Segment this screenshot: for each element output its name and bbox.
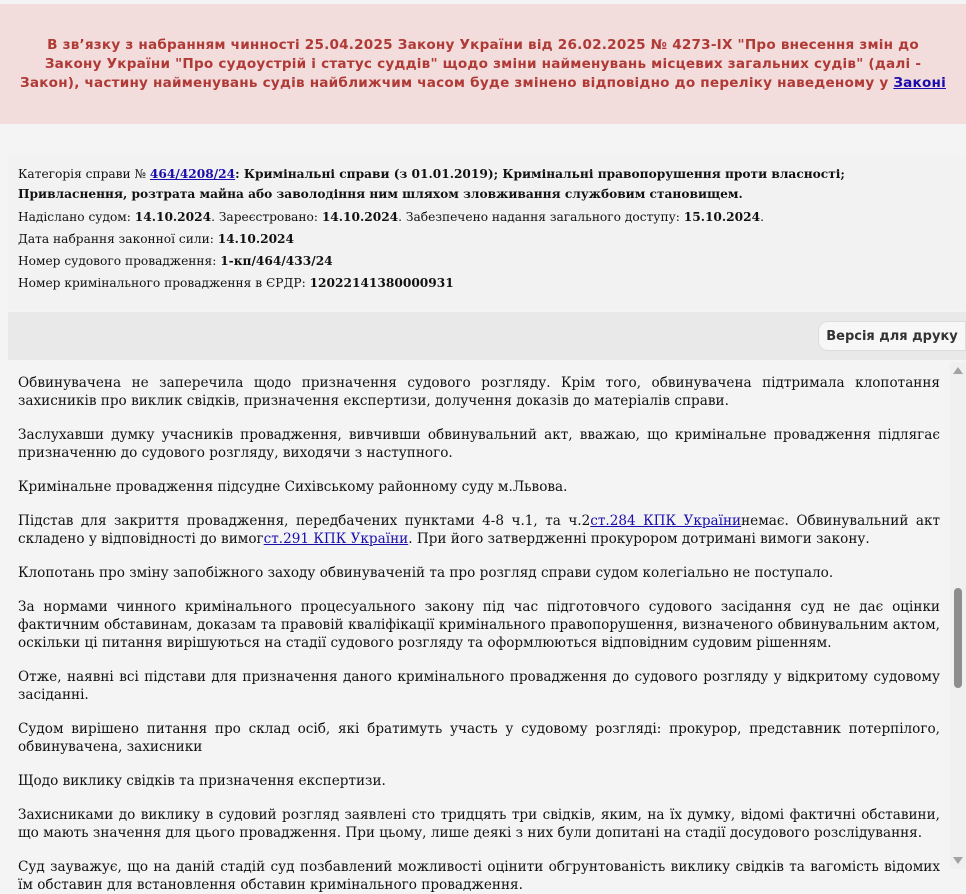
article-284-link[interactable]: ст.284 КПК України	[590, 513, 742, 529]
notice-text: В зв’язку з набранням чинності 25.04.2025 Закону України від 26.02.2025 № 4273-IX "Про внесення змін до Закону України "Про судоустрій і статус суддів" щодо зміни найменувань місцевих загальних судів" (далі - Закон), частину найменувань судів найближчим часом буде змінено відповідно до переліку наведеному у Законі	[20, 36, 946, 91]
registered-date: 14.10.2024	[321, 210, 399, 224]
notice-law-link[interactable]: Законі	[893, 74, 946, 91]
case-category: Категорія справи № 464/4208/24: Кримінальні справи (з 01.01.2019); Кримінальні правопорушення проти власності; Привласнення, розтрата майна або заволодіння ним шляхом зловживання службовим становищем.	[18, 167, 845, 201]
paragraph: Захисниками до виклику в судовий розгляд заявлені сто тридцять три свідків, яким, на їх думку, відомі фактичні обставини, що мають значення для цього провадження. При цьому, лише деякі з них були допитані на стадії досудового розслідування.	[18, 807, 940, 841]
paragraph: Щодо виклику свідків та призначення експертизи.	[18, 773, 386, 789]
scrollbar-thumb[interactable]	[954, 588, 962, 688]
case-metadata	[8, 156, 966, 310]
effective-date-row: Дата набрання законної сили: 14.10.2024	[18, 232, 295, 246]
erdr-number: 12022141380000931	[309, 276, 454, 290]
paragraph: Клопотань про зміну запобіжного заходу обвинуваченій та про розгляд справи судом колегіально не поступало.	[18, 565, 834, 581]
proceeding-number-row: Номер судового провадження: 1-кп/464/433/24	[18, 254, 333, 268]
case-number-link[interactable]: 464/4208/24	[149, 167, 236, 181]
paragraph: Судом вирішено питання про склад осіб, які братимуть участь у судовому розгляді: прокурор, представник потерпілого, обвинувачена, захисники	[18, 721, 940, 755]
article-291-link[interactable]: ст.291 КПК України	[263, 531, 409, 547]
paragraph: Кримінальне провадження підсудне Сихівському районному суду м.Львова.	[18, 479, 568, 495]
scroll-down-arrow-icon[interactable]	[953, 857, 963, 864]
paragraph: Заслухавши думку учасників провадження, вивчивши обвинувальний акт, вважаю, що кримінальне провадження підлягає призначенню до судового розгляду, виходячи з наступного.	[18, 427, 940, 461]
access-date: 15.10.2024	[683, 210, 761, 224]
scroll-up-arrow-icon[interactable]	[953, 367, 963, 374]
case-category-text: : Кримінальні справи (з 01.01.2019); Кримінальні правопорушення проти власності; Привласнення, розтрата майна або заволодіння ним шляхом зловживання службовим становищем.	[18, 167, 845, 201]
sent-date: 14.10.2024	[134, 210, 212, 224]
effective-date: 14.10.2024	[217, 232, 295, 246]
print-version-button[interactable]: Версія для друку	[818, 321, 966, 351]
document-scrollbar[interactable]	[950, 362, 966, 869]
paragraph: Отже, наявні всі підстави для призначення даного кримінального провадження до судового розгляду у відкритому судовому засіданні.	[18, 669, 940, 703]
paragraph: Підстав для закриття провадження, передбачених пунктами 4-8 ч.1, та ч.2ст.284 КПК Українинемає. Обвинувальний акт складено у відповідності до вимогст.291 КПК України. При його затвердженні прокурором дотримані вимоги закону.	[18, 513, 940, 547]
law-change-notice	[0, 4, 966, 124]
paragraph: Суд зауважує, що на даній стадій суд позбавлений можливості оцінити обгрунтованість виклику свідків та вагомість відомих їм обставин для встановлення обставин кримінального провадження.	[18, 859, 940, 893]
case-dates: Надіслано судом: 14.10.2024. Зареєстровано: 14.10.2024. Забезпечено надання загального доступу: 15.10.2024.	[18, 210, 764, 224]
paragraph: За нормами чинного кримінального процесуального закону під час підготовчого судового засідання суд не дає оцінки фактичним обставинам, доказам та правовій кваліфікації кримінального правопорушення, визначеного обвинувальним актом, оскільки ці питання вирішуються на стадії судового розгляду та оформлюються відповідним судовим рішенням.	[18, 599, 940, 651]
paragraph: Обвинувачена не заперечила щодо призначення судового розгляду. Крім того, обвинувачена підтримала клопотання захисників про виклик свідків, призначення експертизи, долучення доказів до матеріалів справи.	[18, 375, 940, 409]
document-text	[8, 362, 950, 893]
proceeding-number: 1-кп/464/433/24	[220, 254, 333, 268]
erdr-number-row: Номер кримінального провадження в ЄРДР: 12022141380000931	[18, 276, 454, 290]
